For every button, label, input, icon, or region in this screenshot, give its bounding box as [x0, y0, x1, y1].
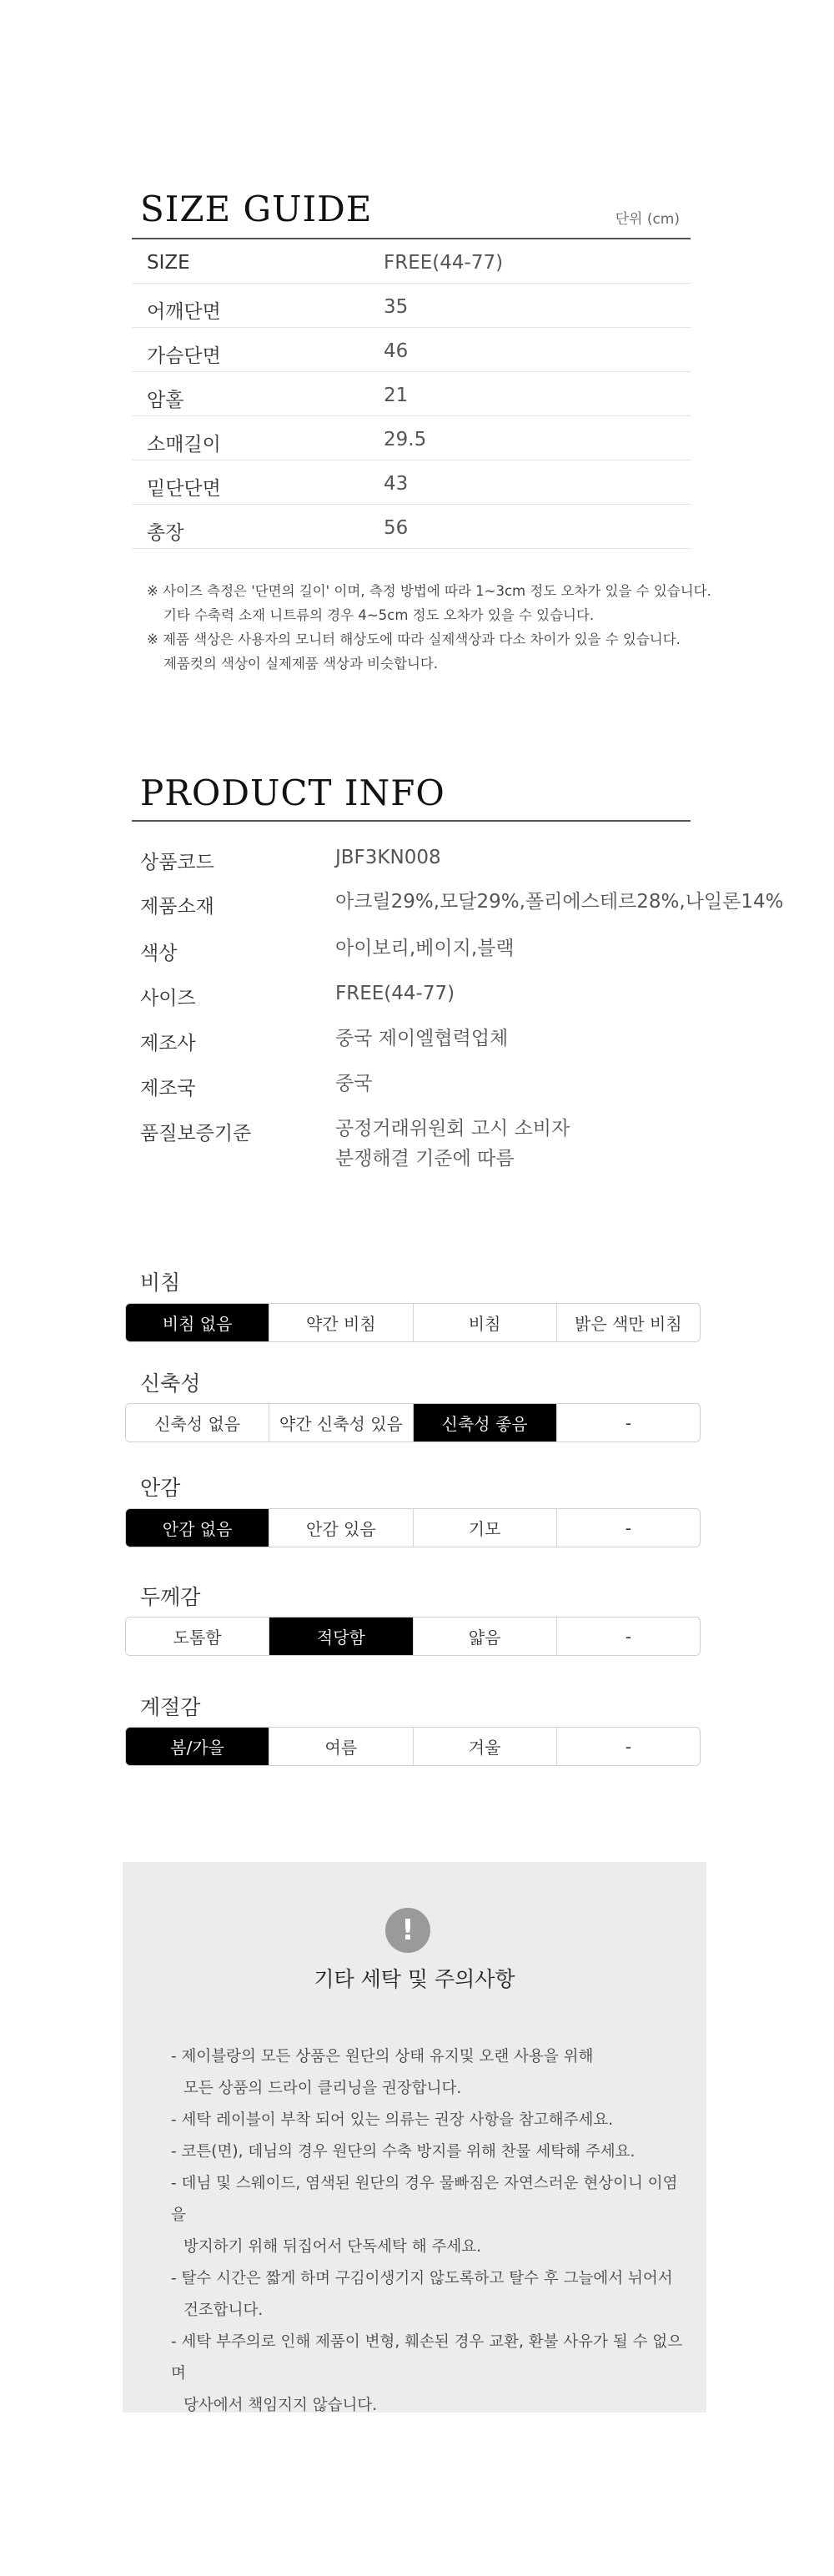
attr-label-see-through: 비침 [140, 1270, 181, 1295]
attr-option: 기모 [414, 1509, 557, 1547]
product-info-title: PRODUCT INFO [140, 772, 445, 813]
info-label: 사이즈 [140, 988, 196, 1009]
attr-option: 여름 [269, 1728, 413, 1765]
info-label: 품질보증기준 [140, 1123, 252, 1145]
attr-row-see-through [125, 1303, 701, 1342]
attr-option-selected: 적당함 [269, 1618, 413, 1655]
care-line: - 세탁 레이블이 부착 되어 있는 의류는 권장 사항을 참고해주세요. [171, 2111, 614, 2129]
attr-option: 약간 비침 [269, 1304, 413, 1341]
attr-option: 밝은 색만 비침 [557, 1304, 700, 1341]
info-value: FREE(44-77) [335, 983, 455, 1004]
size-row-value: 35 [384, 296, 409, 318]
size-note: ※ 사이즈 측정은 '단면의 길이' 이며, 측정 방법에 따라 1~3cm 정도 오차가 있을 수 있습니다. [147, 583, 711, 599]
size-table [132, 239, 691, 549]
info-value: 공정거래위원회 고시 소비자 [335, 1118, 570, 1140]
info-value: 아이보리,베이지,블랙 [335, 938, 515, 959]
attr-label-lining: 안감 [140, 1476, 181, 1500]
info-label: 제품소재 [140, 896, 214, 918]
info-value: 아크릴29%,모달29%,폴리에스테르28%,나일론14% [335, 891, 784, 913]
attr-option: 얇음 [414, 1618, 557, 1655]
attr-option: 도톰함 [126, 1618, 269, 1655]
attr-option-selected: 봄/가을 [126, 1728, 269, 1765]
size-row-label: 총장 [147, 522, 184, 544]
attr-label-stretch: 신축성 [140, 1371, 201, 1396]
info-label: 제조국 [140, 1078, 196, 1099]
size-row-label: 소매길이 [147, 434, 221, 455]
care-list [171, 2041, 688, 2422]
size-note: 기타 수축력 소재 니트류의 경우 4~5cm 정도 오차가 있을 수 있습니다. [163, 607, 595, 623]
info-value: 중국 제이엘협력업체 [335, 1028, 509, 1049]
info-label: 상품코드 [140, 852, 214, 873]
care-line: 당사에서 책임지지 않습니다. [183, 2397, 378, 2414]
size-row [132, 416, 691, 460]
info-label: 색상 [140, 943, 178, 964]
size-row [132, 460, 691, 505]
attr-label-season: 계절감 [140, 1695, 201, 1719]
attr-row-stretch [125, 1403, 701, 1442]
info-value: JBF3KN008 [335, 847, 441, 868]
attr-option: 약간 신축성 있음 [269, 1404, 413, 1441]
size-note: 제품컷의 색상이 실제제품 색상과 비슷합니다. [163, 656, 439, 672]
size-row-label: 어깨단면 [147, 301, 221, 323]
exclamation-icon: ! [385, 1908, 430, 1953]
size-notes [147, 579, 714, 676]
care-line: - 탈수 시간은 짧게 하며 구김이생기지 않도록하고 탈수 후 그늘에서 뉘어서 [171, 2270, 673, 2287]
attr-option: 비침 [414, 1304, 557, 1341]
size-unit-label: 단위 (cm) [615, 211, 680, 228]
attr-option: - [557, 1509, 700, 1547]
attr-row-thickness [125, 1617, 701, 1656]
care-line: - 세탁 부주의로 인해 제품이 변형, 훼손된 경우 교환, 환불 사유가 될 수 없으며 [171, 2333, 683, 2382]
size-row-value: FREE(44-77) [384, 252, 504, 274]
care-title: 기타 세탁 및 주의사항 [314, 1967, 515, 1991]
size-guide-title: SIZE GUIDE [140, 189, 373, 229]
attr-option: - [557, 1728, 700, 1765]
care-line: - 데님 및 스웨이드, 염색된 원단의 경우 물빠짐은 자연스러운 현상이니 이염을 [171, 2175, 678, 2224]
size-row-label: 가슴단면 [147, 345, 221, 367]
care-line: 모든 상품의 드라이 클리닝을 권장합니다. [183, 2080, 462, 2097]
attr-label-thickness: 두께감 [140, 1585, 201, 1609]
size-row-value: 21 [384, 385, 409, 406]
attr-option: 안감 있음 [269, 1509, 413, 1547]
size-row-value: 43 [384, 473, 409, 495]
size-row-label: 암홀 [147, 390, 184, 411]
info-value: 중국 [335, 1073, 373, 1094]
attr-option: - [557, 1618, 700, 1655]
size-row-value: 56 [384, 517, 409, 539]
size-row-value: 46 [384, 340, 409, 362]
attr-option: - [557, 1404, 700, 1441]
size-row [132, 372, 691, 416]
size-note: ※ 제품 색상은 사용자의 모니터 해상도에 따라 실제색상과 다소 차이가 있을 수 있습니다. [147, 631, 681, 647]
size-row-label: SIZE [147, 252, 190, 274]
size-row-value: 29.5 [384, 429, 427, 450]
size-row-label: 밑단단면 [147, 478, 221, 500]
size-row [132, 239, 691, 284]
size-row [132, 284, 691, 328]
size-row [132, 328, 691, 372]
attr-option: 신축성 없음 [126, 1404, 269, 1441]
care-line: 방지하기 위해 뒤집어서 단독세탁 해 주세요. [183, 2238, 481, 2256]
care-line: - 제이블랑의 모든 상품은 원단의 상태 유지및 오랜 사용을 위해 [171, 2048, 594, 2065]
product-info-divider [132, 820, 691, 822]
attr-option-selected: 안감 없음 [126, 1509, 269, 1547]
care-line: - 코튼(면), 데님의 경우 원단의 수축 방지를 위해 찬물 세탁해 주세요. [171, 2143, 636, 2161]
attr-option: 겨울 [414, 1728, 557, 1765]
attr-row-season [125, 1727, 701, 1766]
attr-row-lining [125, 1508, 701, 1547]
care-line: 건조합니다. [183, 2302, 264, 2319]
size-row [132, 505, 691, 549]
info-value-continued: 분쟁해결 기준에 따름 [335, 1148, 515, 1170]
attr-option-selected: 신축성 좋음 [414, 1404, 557, 1441]
attr-option-selected: 비침 없음 [126, 1304, 269, 1341]
info-label: 제조사 [140, 1033, 196, 1054]
